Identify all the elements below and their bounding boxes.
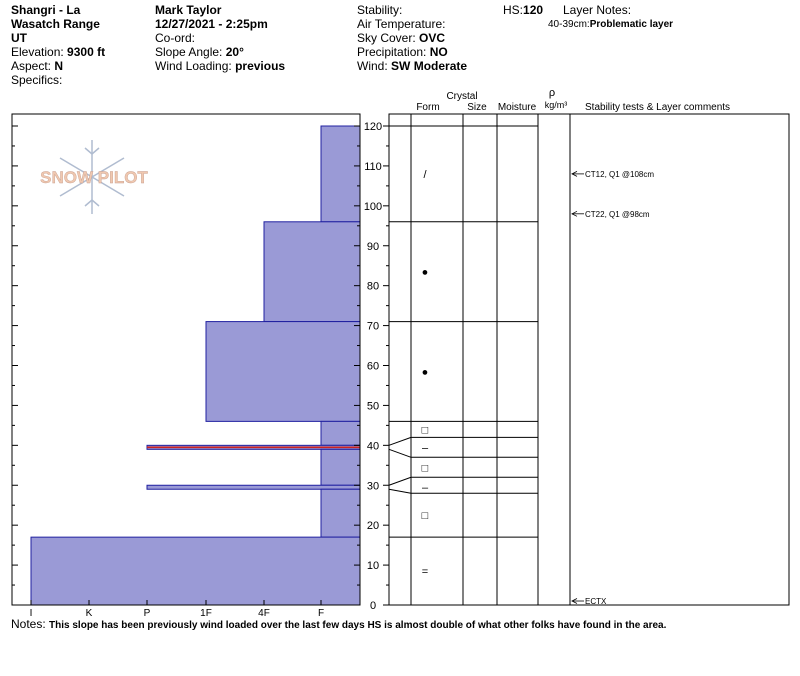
hardness-layer: [321, 126, 360, 222]
crystal-table-frame: [389, 114, 789, 605]
layer-connector: [389, 437, 411, 445]
elevation-value: 9300 ft: [67, 45, 106, 59]
wind-value: SW Moderate: [391, 59, 468, 73]
notes-text: This slope has been previously wind loaded over the last few days HS is almost double of what other folks have found in the area.: [49, 620, 667, 631]
crystal-form-symbol: ●: [421, 366, 429, 379]
stability-test-label: CT22, Q1 @98cm: [585, 209, 650, 219]
hardness-tick-label: K: [85, 608, 93, 619]
hardness-layers: [31, 126, 360, 605]
hardness-layer: [321, 449, 360, 485]
wind-loading-value: previous: [235, 59, 286, 73]
stability-test-label: ECTX: [585, 597, 607, 607]
watermark-text: SNOW PILOT: [40, 168, 148, 187]
crystal-forms: [422, 169, 429, 578]
stability-tests: [572, 170, 654, 606]
aspect-label: Aspect:: [11, 59, 52, 73]
hardness-layer: [264, 222, 360, 322]
layer-connector: [389, 477, 411, 485]
layer-note-text: Problematic layer: [589, 19, 674, 30]
height-tick-label: 110: [364, 160, 382, 173]
notes: [11, 617, 666, 631]
location-name: Shangri - La: [11, 3, 81, 17]
hs-label: HS:: [503, 3, 524, 17]
state-name: UT: [11, 31, 27, 45]
stability-test-label: CT12, Q1 @108cm: [585, 169, 655, 179]
hardness-layer: [206, 322, 360, 422]
height-tick-label: 120: [363, 121, 383, 133]
crystal-form-symbol: □: [421, 424, 429, 437]
crystal-grid: [389, 114, 570, 605]
height-tick-label: 10: [366, 560, 380, 573]
stability-label: Stability:: [357, 3, 403, 17]
height-tick-label: 100: [363, 200, 383, 213]
observer-name: Mark Taylor: [155, 3, 222, 17]
slope-value: 20°: [225, 45, 244, 59]
hardness-tick-label: 4F: [258, 608, 270, 619]
hardness-tick-label: 1F: [200, 608, 212, 619]
wind-label: Wind:: [357, 59, 388, 73]
crystal-form-symbol: /: [423, 168, 427, 181]
moisture-header: Moisture: [497, 102, 537, 113]
specifics-label: Specifics:: [11, 73, 63, 87]
slope-label: Slope Angle:: [155, 45, 223, 59]
hardness-layer: [147, 485, 360, 489]
rho-header: ρ: [548, 87, 556, 99]
layer-notes-label: Layer Notes:: [563, 3, 632, 17]
layer-note-range: 40-39cm:: [548, 19, 590, 30]
coord-label: Co-ord:: [155, 31, 196, 45]
form-header: Form: [416, 102, 440, 113]
wind-loading-label: Wind Loading:: [155, 59, 232, 73]
precip-value: NO: [429, 45, 448, 59]
hardness-layer: [31, 537, 360, 605]
stability-comments-header: Stability tests & Layer comments: [585, 102, 731, 113]
air-temp-label: Air Temperature:: [357, 17, 446, 31]
crystal-header: Crystal: [446, 91, 478, 102]
column-headers: [416, 87, 730, 113]
crystal-form-symbol: □: [421, 510, 429, 523]
hardness-layer: [321, 421, 360, 445]
height-tick-label: 80: [366, 280, 380, 293]
hs-value: 120: [523, 3, 544, 17]
chart-frame: [12, 114, 789, 605]
crystal-form-symbol: –: [421, 442, 429, 455]
crystal-form-symbol: =: [421, 566, 429, 579]
hardness-tick-label: P: [143, 608, 151, 619]
crystal-form-symbol: ●: [421, 266, 429, 279]
precip-label: Precipitation:: [357, 45, 427, 59]
crystal-form-symbol: □: [421, 462, 429, 475]
layer-connector: [389, 449, 411, 457]
hardness-layer: [321, 489, 360, 537]
height-tick-label: 90: [366, 240, 380, 253]
elevation-label: Elevation:: [11, 45, 64, 59]
height-tick-label: 30: [366, 480, 380, 493]
crystal-form-symbol: –: [421, 482, 429, 495]
height-tick-label: 0: [369, 600, 377, 612]
aspect-value: N: [54, 59, 64, 73]
height-tick-label: 20: [366, 520, 380, 533]
sky-value: OVC: [419, 31, 446, 45]
hardness-tick-label: F: [317, 608, 325, 619]
layer-connector: [389, 489, 411, 493]
range-name: Wasatch Range: [11, 17, 100, 31]
observation-datetime: 12/27/2021 - 2:25pm: [155, 17, 268, 31]
snowpilot-watermark: [40, 140, 148, 214]
size-header: Size: [467, 102, 487, 113]
height-tick-label: 50: [366, 400, 380, 413]
height-tick-label: 40: [366, 440, 380, 453]
hardness-tick-label: I: [29, 608, 33, 619]
height-tick-label: 60: [366, 360, 380, 373]
notes-label: Notes:: [11, 617, 46, 631]
height-tick-label: 70: [366, 320, 380, 333]
density-unit-header: kg/m³: [544, 100, 568, 110]
sky-label: Sky Cover:: [357, 31, 416, 45]
